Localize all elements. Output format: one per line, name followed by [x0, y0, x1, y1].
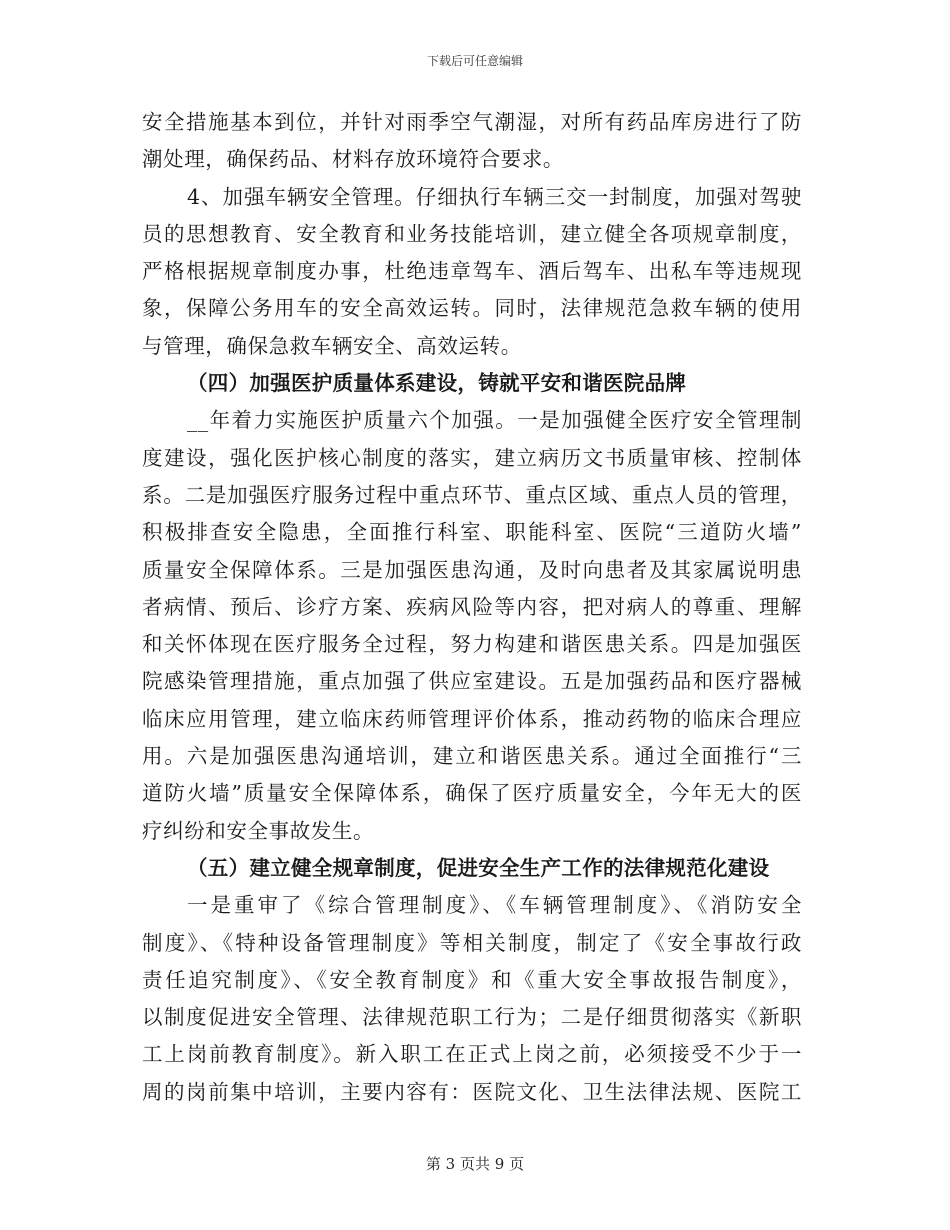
paragraph-line: 制度》、《特种设备管理制度》等相关制度，制定了《安全事故行政 [142, 930, 802, 955]
paragraph-first-line: 4、加强车辆安全管理。仔细执行车辆三交一封制度，加强对驾驶 [187, 184, 802, 209]
page-header: 下载后可任意编辑 [426, 54, 523, 68]
paragraph-first-line: 一是重审了《综合管理制度》、《车辆管理制度》、《消防安全 [187, 893, 802, 918]
paragraph-line: 系。二是加强医疗服务过程中重点环节、重点区域、重点人员的管理， [142, 482, 802, 507]
paragraph-line: 工上岗前教育制度》。新入职工在正式上岗之前，必须接受不少于一 [142, 1042, 802, 1067]
paragraph-line: 者病情、预后、诊疗方案、疾病风险等内容，把对病人的尊重、理解 [142, 594, 802, 619]
page-footer: 第 3 页共 9 页 [425, 1155, 525, 1173]
section-heading: （五）建立健全规章制度，促进安全生产工作的法律规范化建设 [187, 855, 770, 880]
paragraph-line: 质量安全保障体系。三是加强医患沟通，及时向患者及其家属说明患 [142, 557, 802, 582]
paragraph-line: 与管理，确保急救车辆安全、高效运转。 [142, 333, 522, 358]
paragraph-line: 用。六是加强医患沟通培训，建立和谐医患关系。通过全面推行“三 [142, 744, 802, 769]
paragraph-line: 安全措施基本到位，并针对雨季空气潮湿，对所有药品库房进行了防 [142, 110, 802, 134]
document-body [142, 104, 802, 1111]
paragraph-line: 院感染管理措施，重点加强了供应室建设。五是加强药品和医疗器械 [142, 669, 802, 694]
paragraph-line: 疗纠纷和安全事故发生。 [142, 818, 375, 843]
paragraph-line: 以制度促进安全管理、法律规范职工行为；二是仔细贯彻落实《新职 [142, 1005, 802, 1030]
paragraph-line: 责任追究制度》、《安全教育制度》和《重大安全事故报告制度》， [142, 967, 802, 992]
paragraph-first-line: __年着力实施医护质量六个加强。一是加强健全医疗安全管理制 [187, 408, 802, 433]
paragraph-line: 临床应用管理，建立临床药师管理评价体系，推动药物的临床合理应 [142, 706, 802, 731]
paragraph-line: 积极排查安全隐患，全面推行科室、职能科室、医院“三道防火墙” [142, 520, 802, 545]
paragraph-line: 员的思想教育、安全教育和业务技能培训，建立健全各项规章制度， [142, 221, 802, 246]
paragraph-line: 周的岗前集中培训，主要内容有：医院文化、卫生法律法规、医院工 [142, 1079, 802, 1104]
paragraph-line: 潮处理，确保药品、材料存放环境符合要求。 [142, 147, 564, 172]
paragraph-line: 道防火墙”质量安全保障体系，确保了医疗质量安全，今年无大的医 [142, 781, 802, 806]
paragraph-line: 象，保障公务用车的安全高效运转。同时，法律规范急救车辆的使用 [142, 296, 802, 321]
paragraph-line: 严格根据规章制度办事，杜绝违章驾车、酒后驾车、出私车等违规现 [142, 259, 802, 284]
paragraph-line: 度建设，强化医护核心制度的落实，建立病历文书质量审核、控制体 [142, 445, 802, 470]
section-heading: （四）加强医护质量体系建设，铸就平安和谐医院品牌 [187, 371, 687, 396]
paragraph-line: 和关怀体现在医疗服务全过程，努力构建和谐医患关系。四是加强医 [142, 632, 802, 657]
